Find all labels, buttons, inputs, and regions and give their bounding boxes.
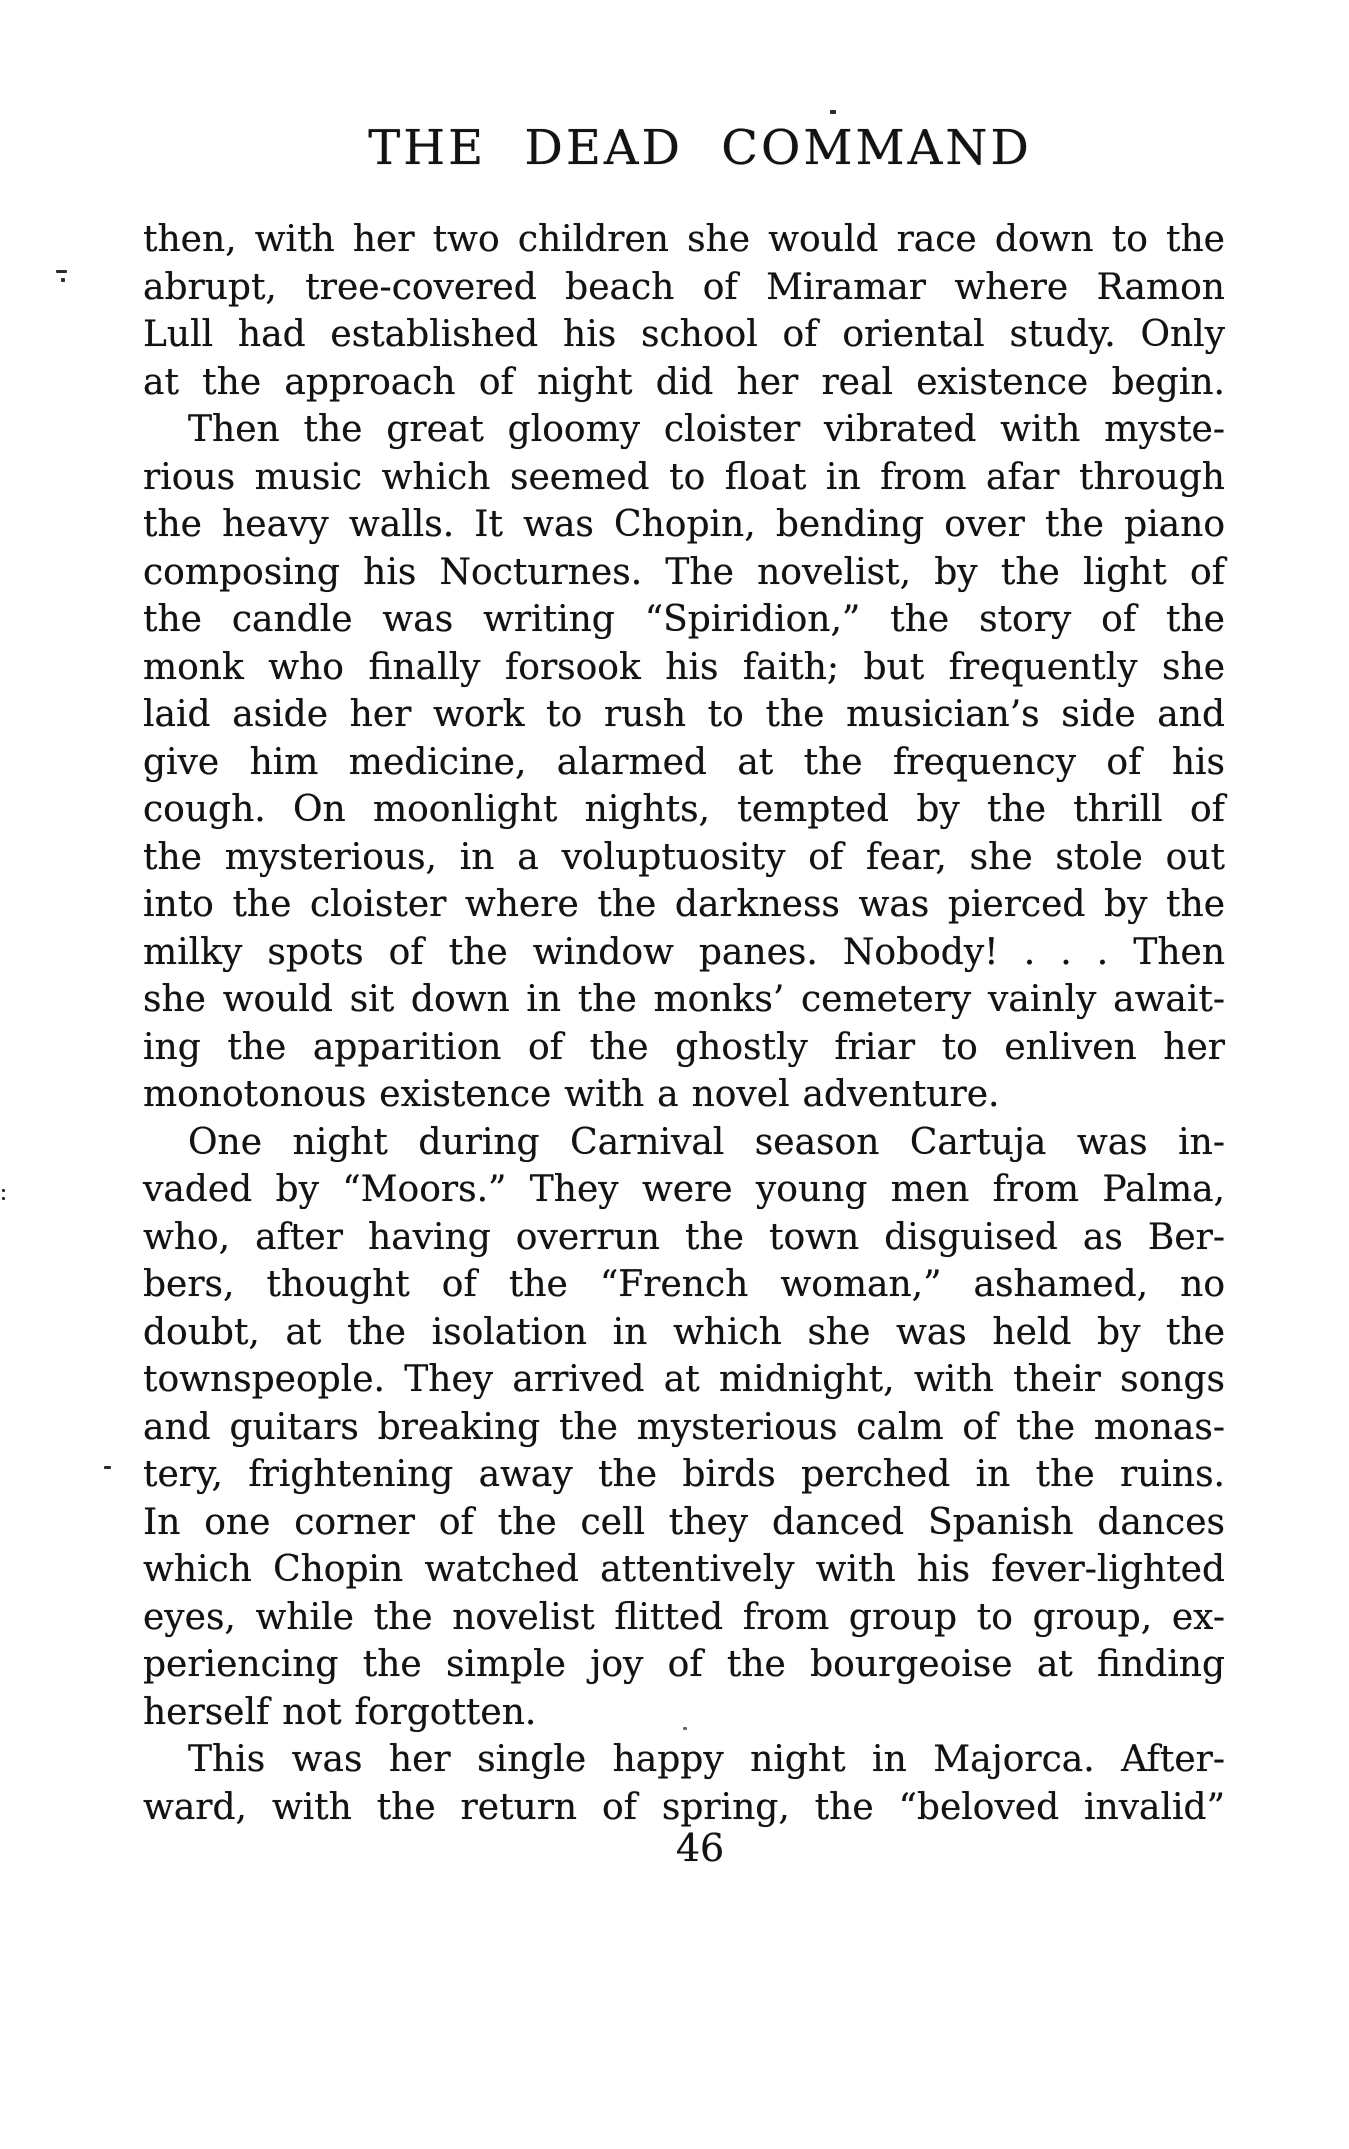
text-line: In one corner of the cell they danced Spanish dances	[143, 1501, 1225, 1543]
text-line: rious music which seemed to float in from afar through	[143, 456, 1225, 498]
text-line: ward, with the return of spring, the “beloved invalid”	[143, 1786, 1225, 1828]
scan-speck	[61, 278, 65, 282]
text-line: which Chopin watched attentively with his fever-lighted	[143, 1549, 1225, 1590]
text-line: give him medicine, alarmed at the frequency of his	[143, 741, 1225, 783]
scan-speck	[104, 1466, 111, 1469]
text-line: herself not forgotten.	[143, 1691, 537, 1733]
text-line: bers, thought of the “French woman,” ashamed, no	[143, 1264, 1225, 1305]
text-line: monk who finally forsook his faith; but frequently she	[143, 646, 1225, 688]
text-line: cough. On moonlight nights, tempted by the thrill of	[143, 789, 1225, 830]
page-number: 46	[675, 1826, 725, 1870]
text-line: into the cloister where the darkness was pierced by the	[143, 884, 1225, 925]
text-line: the heavy walls. It was Chopin, bending over the piano	[143, 504, 1225, 545]
text-line: at the approach of night did her real existence begin.	[143, 361, 1225, 403]
text-line: tery, frightening away the birds perched in the ruins.	[143, 1454, 1225, 1495]
scan-speck	[683, 1727, 687, 1730]
scan-speck	[2, 1189, 5, 1192]
text-line: Then the great gloomy cloister vibrated with myste-	[188, 409, 1225, 450]
scan-speck	[56, 270, 67, 273]
text-line: composing his Nocturnes. The novelist, by the light of	[143, 551, 1225, 593]
text-line: laid aside her work to rush to the musician’s side and	[143, 694, 1225, 735]
text-line: the mysterious, in a voluptuosity of fear, she stole out	[143, 836, 1225, 878]
text-line: the candle was writing “Spiridion,” the story of the	[143, 599, 1225, 640]
text-line: and guitars breaking the mysterious calm of the monas-	[143, 1406, 1225, 1448]
text-line: who, after having overrun the town disguised as Ber-	[143, 1216, 1225, 1258]
text-line: Lull had established his school of oriental study. Only	[143, 314, 1225, 355]
text-line: monotonous existence with a novel adventure.	[143, 1074, 1000, 1115]
page-title: THE DEAD COMMAND	[368, 120, 1032, 176]
text-line: This was her single happy night in Majorca. After-	[188, 1739, 1225, 1780]
text-line: she would sit down in the monks’ cemetery vainly await-	[143, 979, 1225, 1020]
scan-speck	[830, 110, 836, 114]
text-line: One night during Carnival season Cartuja was in-	[188, 1121, 1225, 1163]
page-body	[143, 216, 1225, 1831]
text-line: doubt, at the isolation in which she was held by the	[143, 1311, 1225, 1353]
text-line: milky spots of the window panes. Nobody! . . . Then	[143, 931, 1225, 973]
scan-speck	[2, 1197, 5, 1200]
text-line: then, with her two children she would race down to the	[143, 219, 1225, 260]
text-line: ing the apparition of the ghostly friar to enliven her	[143, 1026, 1225, 1068]
text-line: abrupt, tree-covered beach of Miramar where Ramon	[143, 266, 1225, 308]
text-line: townspeople. They arrived at midnight, with their songs	[143, 1359, 1225, 1400]
text-line: periencing the simple joy of the bourgeoise at finding	[143, 1644, 1225, 1685]
text-line: vaded by “Moors.” They were young men from Palma,	[143, 1169, 1225, 1210]
text-line: eyes, while the novelist flitted from group to group, ex-	[143, 1596, 1225, 1638]
